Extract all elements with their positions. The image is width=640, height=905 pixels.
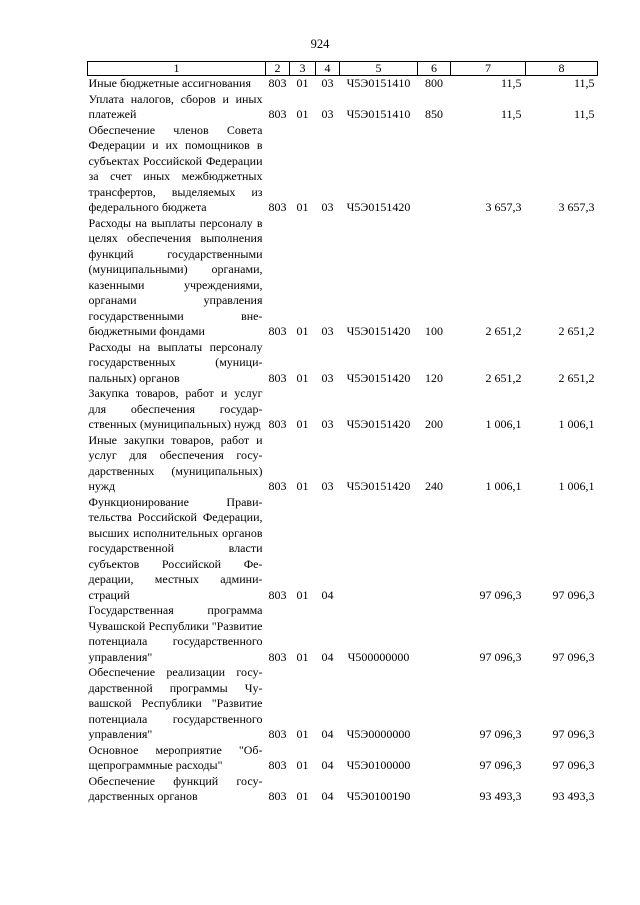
row-expense-type: 240 [425,479,443,493]
row-amount-2: 97 096,3 [552,587,595,602]
table-row [88,743,598,774]
row-section: 01 [296,789,309,803]
row-target-code: Ч5Э0000000 [346,727,411,741]
row-expense-type: 100 [425,324,443,338]
row-amount-1: 1 006,1 [485,417,522,431]
row-section: 01 [296,107,309,121]
header-col-6: 6 [418,62,451,76]
row-amount-2: 93 493,3 [552,789,595,803]
row-subsection: 03 [321,324,334,338]
row-name: Расходы на выплаты персоналу государственных (муниципальных) органов [88,339,263,385]
row-subsection: 03 [321,417,334,431]
row-ministry: 803 [268,76,287,90]
table-row [88,123,598,216]
row-amount-2: 2 651,2 [558,370,595,385]
row-target-code [340,495,418,604]
row-amount-2: 97 096,3 [552,758,595,772]
row-target-code: Ч5Э0151410 [346,107,411,121]
budget-table [87,61,598,805]
row-amount-1: 93 493,3 [479,789,522,803]
table-row [88,603,598,665]
row-expense-type [418,743,451,774]
table-row [88,774,598,805]
row-amount-2: 1 006,1 [558,479,595,493]
row-amount-2: 11,5 [573,76,595,90]
row-target-code: Ч5Э0151420 [346,370,411,385]
row-amount-2: 97 096,3 [552,649,595,664]
row-amount-1: 11,5 [500,107,522,121]
row-amount-1: 97 096,3 [479,758,522,772]
row-section: 01 [296,76,309,90]
row-section: 01 [296,200,309,214]
row-section: 01 [296,324,309,338]
table-header-row [88,62,598,76]
row-ministry: 803 [268,727,287,741]
row-name: Расходы на выплаты персоналу в целях обеспечения выполнения функций государственными (муниципальными) органами, казенными учреждениями, органами управления государственными внебюджетными фондами [88,215,263,338]
row-amount-2: 11,5 [573,107,595,121]
row-section: 01 [296,479,309,493]
row-ministry: 803 [268,324,287,338]
row-amount-1: 97 096,3 [479,587,522,602]
header-col-2: 2 [266,62,290,76]
header-col-3: 3 [290,62,316,76]
row-amount-2: 3 657,3 [558,200,595,214]
table-row [88,92,598,123]
row-amount-1: 1 006,1 [485,479,522,493]
row-subsection: 03 [321,370,334,385]
row-subsection: 03 [321,200,334,214]
row-ministry: 803 [268,200,287,214]
row-target-code: Ч5Э0100190 [346,789,411,803]
row-section: 01 [296,727,309,741]
table-row [88,665,598,743]
row-subsection: 04 [321,727,334,741]
row-amount-1: 97 096,3 [479,727,522,741]
row-amount-1: 2 651,2 [485,324,522,338]
row-name: Иные закупки товаров, работ и услуг для обеспечения государственных (муниципальных) нужд [88,432,263,493]
row-target-code: Ч5Э0151410 [346,76,411,90]
row-amount-1: 11,5 [500,76,522,90]
row-name: Обеспечение реализации государственной программы Чувашской Республики "Развитие потенциала государственного управления" [88,665,263,741]
row-ministry: 803 [268,107,287,121]
row-expense-type: 120 [425,370,443,385]
row-name: Уплата налогов, сборов и иных платежей [88,91,263,121]
row-section: 01 [296,758,309,772]
row-amount-1: 3 657,3 [485,200,522,214]
row-expense-type [418,495,451,604]
row-ministry: 803 [268,758,287,772]
header-col-5: 5 [340,62,418,76]
row-ministry: 803 [268,587,287,602]
row-name: Закупка товаров, работ и услуг для обеспечения государственных (муниципальных) нужд [88,386,263,431]
row-expense-type: 800 [425,76,443,90]
row-section: 01 [296,587,309,602]
row-expense-type: 200 [425,417,443,431]
row-amount-1: 2 651,2 [485,370,522,385]
page-number: 924 [310,37,330,51]
row-expense-type: 850 [425,107,443,121]
row-amount-2: 1 006,1 [558,417,595,431]
row-expense-type [418,603,451,665]
table-row [88,216,598,340]
row-expense-type [418,665,451,743]
row-subsection: 04 [321,587,334,602]
header-col-8: 8 [526,62,598,76]
row-ministry: 803 [268,649,287,664]
table-row [88,433,598,495]
row-name: Обеспечение членов Совета Федерации и их помощников в субъектах Российской Федерации за счет иных межбюджетных трансфертов, выделяемых из федерального бюджета [88,122,263,214]
row-target-code: Ч5Э0151420 [346,200,411,214]
row-expense-type [418,774,451,805]
row-name: Иные бюджетные ассигнования [88,76,251,90]
row-name: Функционирование Правительства Российской Федерации, высших исполнительных органов государственной власти субъектов Российской Федерации, местных администраций [88,494,263,602]
row-ministry: 803 [268,417,287,431]
row-target-code: Ч500000000 [347,649,410,664]
row-amount-2: 2 651,2 [558,324,595,338]
row-target-code: Ч5Э0151420 [346,417,411,431]
row-target-code: Ч5Э0151420 [346,479,411,493]
row-subsection: 03 [321,479,334,493]
table-row [88,386,598,433]
row-subsection: 04 [321,789,334,803]
row-name: Государственная программа Чувашской Республики "Развитие потенциала государственного управления" [88,603,263,664]
header-col-4: 4 [316,62,340,76]
row-section: 01 [296,370,309,385]
row-section: 01 [296,417,309,431]
row-name: Обеспечение функций государственных органов [88,773,263,803]
table-row [88,76,598,92]
row-amount-1: 97 096,3 [479,649,522,664]
table-row [88,340,598,387]
row-ministry: 803 [268,789,287,803]
row-amount-2: 97 096,3 [552,727,595,741]
row-name: Основное мероприятие "Общепрограммные расходы" [88,742,263,772]
row-target-code: Ч5Э0151420 [346,324,411,338]
header-col-7: 7 [451,62,526,76]
row-section: 01 [296,649,309,664]
row-subsection: 04 [321,758,334,772]
row-subsection: 04 [321,649,334,664]
row-ministry: 803 [268,370,287,385]
row-ministry: 803 [268,479,287,493]
row-subsection: 03 [321,107,334,121]
table-row [88,495,598,604]
row-expense-type [418,123,451,216]
row-subsection: 03 [321,76,334,90]
header-col-1: 1 [88,62,266,76]
row-target-code: Ч5Э0100000 [346,758,411,772]
